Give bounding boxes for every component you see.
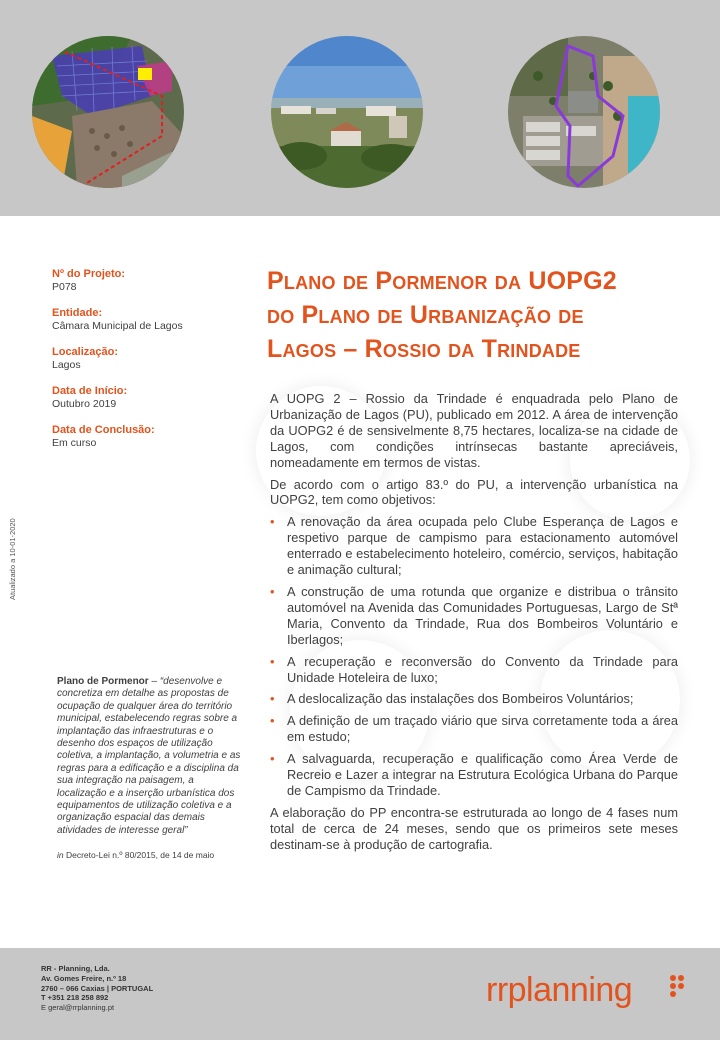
list-item: • A deslocalização das instalações dos Bombeiros Voluntários; [270, 691, 634, 707]
entity-label: Entidade: [52, 307, 103, 319]
start-date-value: Outubro 2019 [52, 398, 117, 410]
phone: T +351 218 258 892 [41, 993, 109, 1003]
bullet-icon: • [270, 691, 275, 707]
email-link[interactable]: E geral@rrplanning.pt [41, 1003, 115, 1013]
quote-text: “desenvolve e concretiza em detalhe as propostas de ocupação de qualquer área do território municipal, estabelecendo regras sobre a implantação das infraestruturas e o desenho dos espaços de utilização coletiva, a implantação, a volumetria e as regras para a edificação e a disciplina da sua integração na paisagem, a localização e a inserção urbanística dos equipamentos de utilização coletiva e a organização espacial das demais atividades de interesse geral” [57, 676, 241, 836]
bullet-icon: • [270, 751, 275, 767]
updated-date: Atualizado a 10-01-2020 [8, 518, 17, 600]
company-logo [486, 968, 696, 1016]
entity-value: Câmara Municipal de Lagos [52, 320, 183, 332]
bullet-icon: • [270, 583, 275, 599]
start-date-label: Data de Início: [52, 385, 128, 397]
objectives-list [270, 514, 678, 799]
end-date-value: Em curso [52, 437, 97, 449]
list-item: • A recuperação e reconversão do Convento da Trindade para Unidade Hoteleira de luxo; [270, 653, 678, 685]
page-title [267, 264, 667, 366]
company-address [41, 964, 153, 1013]
bullet-icon: • [270, 653, 275, 669]
bullet-icon: • [270, 514, 275, 530]
definition-quote [57, 676, 245, 862]
logo-text: rrplanning [486, 971, 633, 1009]
header-band [0, 0, 720, 216]
list-item: • A salvaguarda, recuperação e qualificação como Área Verde de Recreio e Lazer a integrar na Estrutura Ecológica Urbana do Parque de Campismo da Trindade. [270, 751, 678, 798]
location-label: Localização: [52, 346, 119, 358]
aerial-boundary-image [508, 36, 660, 188]
title-line-2: do Plano de Urbanização de [267, 301, 584, 329]
intro-paragraph: A UOPG 2 – Rossio da Trindade é enquadrada pelo Plano de Urbanização de Lagos (PU), publicado em 2012. A área de intervenção da UOPG2 é de sensivelmente 8,75 hectares, localiza-se na cidade de Lagos, com condições intrínsecas bastante apreciáveis, nomeadamente em termos de vistas. [270, 391, 678, 470]
closing-paragraph: A elaboração do PP encontra-se estruturada ao longo de 4 fases num total de cerca de 24 meses, sendo que os primeiros sete meses destinam-se à produção de cartografia. [270, 804, 678, 852]
body-text [270, 391, 678, 859]
city: 2760 – 066 Caxias | PORTUGAL [41, 983, 154, 993]
location-value: Lagos [52, 359, 81, 371]
list-item: • A construção de uma rotunda que organize e distribua o trânsito automóvel na Avenida das Comunidades Portuguesas, Largo de Stª Maria, Convento da Trindade, Rua dos Bombeiros Voluntário e Iberlagos; [270, 583, 678, 647]
quote-dash: – [148, 676, 160, 687]
objectives-intro: De acordo com o artigo 83.º do PU, a intervenção urbanística na UOPG2, tem como objetivos: [270, 476, 678, 508]
quote-source: in Decreto-Lei n.º 80/2015, de 14 de maio [57, 850, 215, 861]
list-item: • A definição de um traçado viário que sirva corretamente toda a área em estudo; [270, 713, 678, 745]
plan-map-image [32, 36, 184, 188]
project-info [52, 268, 242, 449]
landscape-photo [271, 36, 423, 188]
logo-dots-icon [670, 975, 684, 997]
list-item: • A renovação da área ocupada pelo Clube Esperança de Lagos e respetivo parque de campismo para estacionamento automóvel enterrado e estabelecimento hoteleiro, comércio, serviços, habitação e animação cultural; [270, 514, 678, 578]
title-line-1: Plano de Pormenor da UOPG2 [267, 267, 617, 295]
end-date-label: Data de Conclusão: [52, 424, 155, 436]
company-name: RR - Planning, Lda. [41, 964, 110, 973]
title-line-3: Lagos – Rossio da Trindade [267, 335, 581, 363]
project-number-value: P078 [52, 281, 77, 293]
quote-term: Plano de Pormenor [57, 676, 149, 687]
bullet-icon: • [270, 713, 275, 729]
project-number-label: Nº do Projeto: [52, 268, 126, 280]
street: Av. Gomes Freire, n.º 18 [41, 973, 127, 983]
